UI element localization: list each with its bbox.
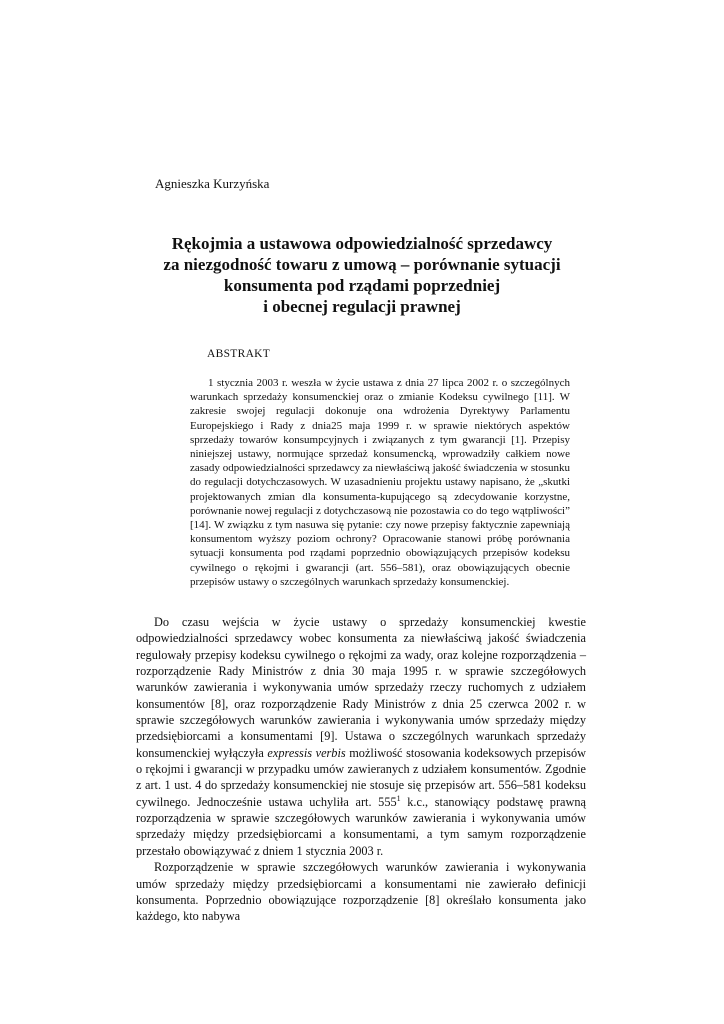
superscript: 1 (396, 793, 401, 803)
title-line: za niezgodność towaru z umową – porównanie sytuacji (163, 255, 561, 274)
abstract-text: 1 stycznia 2003 r. weszła w życie ustawa z dnia 27 lipca 2002 r. o szczególnych warunkach sprzedaży konsumenckiej oraz o zmianie Kodeksu cywilnego [11]. W zakresie swojej regulacji dokonuje ona wdrożenia Dyrektywy Parlamentu Europejskiego i Rady z dnia25 maja 1999 r. w sprawie niektórych aspektów sprzedaży towarów konsumpcyjnych i związanych z tym gwarancji [1]. Przepisy niniejszej ustawy, normujące sprzedaż konsumencką, wprowadziły całkiem nowe zasady odpowiedzialności sprzedawcy za niewłaściwą jakość świadczenia w stosunku do regulacji dotychczasowych. W uzasadnieniu projektu ustawy napisano, że „skutki projektowanych zmian dla konsumenta-kupującego są zdecydowanie korzystne, porównanie nowej regulacji z dotychczasową nie pozostawia co do tego wątpliwości” [14]. W związku z tym nasuwa się pytanie: czy nowe przepisy faktycznie zapewniają konsumentom wyższy poziom ochrony? Opracowanie stanowi próbę porównania sytuacji konsumenta pod rządami poprzednio obowiązujących przepisów kodeksu cywilnego o rękojmi i gwarancji (art. 556–581), oraz obowiązujących obecnie przepisów ustawy o szczególnych warunkach sprzedaży konsumenckiej. (190, 377, 570, 588)
article-title (100, 233, 624, 317)
body-paragraph (136, 614, 586, 859)
latin-phrase: expressis verbis (267, 745, 346, 760)
author-name: Agnieszka Kurzyńska (155, 176, 270, 191)
title-line: konsumenta pod rządami poprzedniej (223, 276, 501, 295)
body-text-run: możliwość stosowania kodeksowych przepisów o rękojmi i gwarancji w przypadku umów zawieranych z udziałem konsumentów. Zgodnie z art. 1 ust. 4 do sprzedaży konsumenckiej nie stosuje się przepisów art. 556–581 kodeksu cywilnego. Jednocześnie ustawa uchyliła art. 555 (136, 745, 586, 809)
title-line: i obecnej regulacji prawnej (263, 297, 461, 316)
body-paragraph: Rozporządzenie w sprawie szczegółowych warunków zawierania i wykonywania umów sprzedaży między przedsiębiorcami a konsumentami nie zawierało definicji konsumenta. Poprzednio obowiązujące rozporządzenie [8] określało konsumenta jako każdego, kto nabywa (136, 860, 586, 924)
body-text-run: Do czasu wejścia w życie ustawy o sprzedaży konsumenckiej kwestie odpowiedzialności sprzedawcy wobec konsumenta za niewłaściwą jakość świadczenia regulowały przepisy kodeksu cywilnego o rękojmi za wady, oraz kolejne rozporządzenia – rozporządzenie Rady Ministrów z dnia 30 maja 1995 r. w sprawie szczegółowych warunków zawierania i wykonywania umów sprzedaży rzeczy ruchomych z udziałem konsumentów [8], oraz rozporządzenie Rady Ministrów z dnia 25 czerwca 2002 r. w sprawie szczegółowych warunków zawierania i wykonywania umów sprzedaży między przedsiębiorcami a konsumentami [9]. Ustawa o szczególnych warunkach sprzedaży konsumenckiej wyłączyła (136, 615, 586, 760)
body-text (136, 614, 586, 925)
title-line: Rękojmia a ustawowa odpowiedzialność sprzedawcy (171, 234, 553, 253)
abstract-heading: ABSTRAKT (207, 348, 271, 360)
body-text-run: k.c., stanowiący podstawę prawną rozporządzenia w sprawie szczegółowych warunków zawierania i wykonywania umów sprzedaży między przedsiębiorcami a konsumentami, a tym samym rozporządzenie przestało obowiązywać z dniem 1 stycznia 2003 r. (136, 794, 586, 858)
